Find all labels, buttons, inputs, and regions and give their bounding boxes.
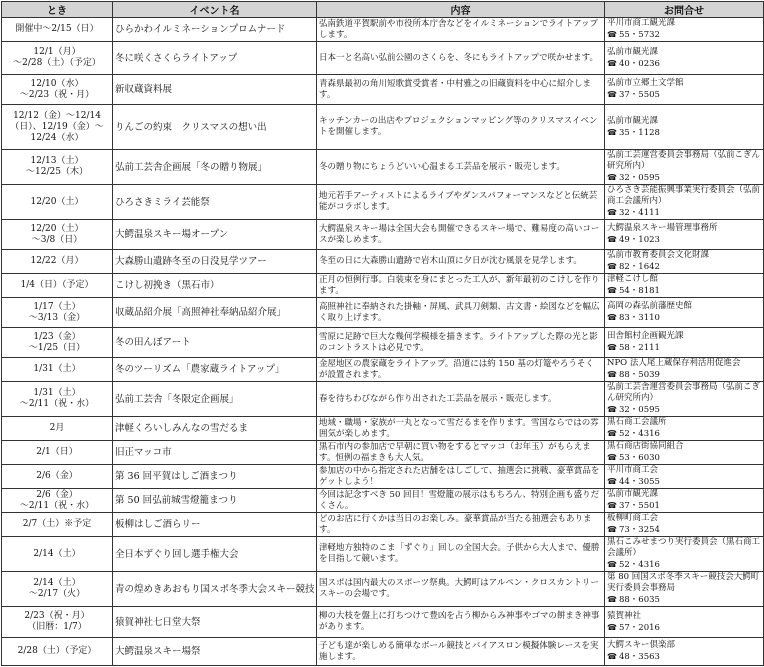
event-contact [605, 220, 764, 250]
contact-phone [607, 500, 761, 512]
phone-icon: ☎ [607, 370, 617, 379]
phone-icon: ☎ [607, 560, 617, 569]
phone-icon: ☎ [607, 622, 617, 632]
event-date: 2/6（金） ～2/11（祝・水） [2, 489, 113, 513]
phone-icon: ☎ [607, 58, 617, 68]
event-date: 2/14（土） [2, 537, 113, 572]
event-contact [605, 382, 764, 417]
contact-phone [607, 452, 761, 464]
event-description: 地域・職場・家族が一丸となって雪だるまを作ります。雪国ならではの雰囲気が楽しめます。 [317, 417, 605, 441]
event-contact [605, 105, 764, 150]
event-date: 2/7（土）※予定 [2, 513, 113, 537]
contact-phone [607, 651, 761, 663]
table-row [2, 75, 764, 105]
phone-icon: ☎ [607, 235, 617, 244]
phone-icon: ☎ [607, 30, 617, 39]
phone-icon: ☎ [607, 127, 617, 137]
event-date: 12/12（金）～12/14 （日）、12/19（金）～ 12/24（水） [2, 105, 113, 150]
contact-phone [607, 207, 761, 219]
phone-number: 88・6035 [618, 595, 660, 605]
contact-phone [607, 524, 761, 536]
contact-phone [607, 312, 761, 324]
event-description: 柳の大枝を盤上に打ちつけて豊凶を占う柳からみ神事やゴマの餅まき神事があります。 [317, 607, 605, 638]
table-row [2, 18, 764, 42]
event-contact [605, 572, 764, 607]
event-date: 2/23（祝・月） （旧暦：1/7） [2, 607, 113, 638]
event-contact [605, 150, 764, 185]
contact-org: 大鰐温泉スキー場管理事務所 [607, 223, 718, 233]
event-date: 12/10（水） ～2/23（祝・月） [2, 75, 113, 105]
event-contact [605, 489, 764, 513]
event-description: 今回は記念すべき 50 回目！雪燈籠の展示はもちろん、特別企画も盛りだくさん。 [317, 489, 605, 513]
table-row [2, 572, 764, 607]
event-name: こけし初挽き（黒石市） [113, 274, 317, 298]
event-date: 1/4（日）（予定） [2, 274, 113, 298]
event-description: 青森県最初の角川短歌賞受賞者・中村雅之の旧蔵資料を中心に紹介します。 [317, 75, 605, 105]
phone-number: 37・5505 [618, 90, 660, 100]
event-description: 日本一と名高い弘前公園のさくらを、冬にもライトアップで咲かせます。 [317, 42, 605, 75]
contact-phone [607, 172, 761, 184]
event-contact [605, 298, 764, 328]
phone-number: 49・1023 [618, 235, 660, 245]
phone-icon: ☎ [607, 262, 617, 271]
contact-phone [607, 127, 761, 139]
event-description: 雪原に足跡で巨大な幾何学模様を描きます。ライトアップした際の光と影のコントラストは必見です。 [317, 328, 605, 358]
event-contact [605, 274, 764, 298]
phone-number: 53・6030 [618, 453, 660, 463]
event-name: りんごの約束 クリスマスの想い出 [113, 105, 317, 150]
table-row [2, 537, 764, 572]
event-description: 国スポは国内最大のスポーツ祭典。大鰐町はアルペン・クロスカントリースキーの会場です。 [317, 572, 605, 607]
event-contact [605, 417, 764, 441]
event-description: どのお店に行くかは当日のお楽しみ。豪華賞品が当たる抽選会もあります。 [317, 513, 605, 537]
event-name: 猿賀神社七日堂大祭 [113, 607, 317, 638]
contact-phone [607, 89, 761, 101]
event-description: キッチンカーの出店やプロジェクションマッピング等のクリスマスイベントを開催します。 [317, 105, 605, 150]
event-contact [605, 358, 764, 382]
event-name: 第 36 回平賀はしご酒まつり [113, 465, 317, 489]
event-contact [605, 465, 764, 489]
event-contact [605, 75, 764, 105]
contact-phone [607, 428, 761, 440]
event-description: 子ども達が楽しめる簡単なボール競技とバイアスロン模擬体験レースを実施します。 [317, 638, 605, 666]
table-header-row [2, 2, 764, 18]
contact-org: 弘前市立郷土文学館 [607, 78, 684, 88]
contact-phone [607, 559, 761, 571]
event-name: 大鰐温泉スキー場祭 [113, 638, 317, 666]
event-name: 青の煌めきあおもり国スポ冬季大会スキー競技 [113, 572, 317, 607]
event-description: 黒石市内の参加店で早朝に買い物をするとマッコ（お年玉）がもらえます。恒例の福まきも大人気。 [317, 441, 605, 465]
header-content: 内容 [317, 2, 605, 18]
event-contact [605, 607, 764, 638]
event-name: 全日本ずぐり回し選手権大会 [113, 537, 317, 572]
phone-icon: ☎ [607, 90, 617, 99]
contact-org: 弘前市教育委員会文化財課 [607, 250, 710, 260]
table-row [2, 105, 764, 150]
phone-icon: ☎ [607, 595, 617, 604]
event-description: 冬の贈り物にちょうどいい心温まる工芸品を展示・販売します。 [317, 150, 605, 185]
phone-number: 32・4111 [618, 208, 660, 218]
event-contact [605, 638, 764, 666]
event-contact [605, 513, 764, 537]
phone-number: 32・0595 [618, 173, 660, 183]
event-name: 第 50 回弘前城雪燈籠まつり [113, 489, 317, 513]
table-row [2, 42, 764, 75]
contact-org: NPO 法人尾上蔵保存利活用促進会 [607, 358, 741, 368]
event-date: 12/22（月） [2, 250, 113, 274]
table-row [2, 607, 764, 638]
event-date: 開催中～2/15（日） [2, 18, 113, 42]
table-row [2, 185, 764, 220]
phone-number: 37・5501 [618, 501, 660, 511]
events-table [1, 1, 764, 666]
event-date: 2月 [2, 417, 113, 441]
event-date: 2/14（土） ～2/17（火） [2, 572, 113, 607]
event-name: 冬の田んぼアート [113, 328, 317, 358]
table-row [2, 489, 764, 513]
contact-phone [607, 342, 761, 354]
phone-number: 57・2016 [618, 622, 660, 633]
contact-org: 板柳町商工会 [607, 513, 659, 523]
phone-icon: ☎ [607, 477, 617, 486]
table-row [2, 513, 764, 537]
event-name: 冬に咲くさくらライトアップ [113, 42, 317, 75]
header-event: イベント名 [113, 2, 317, 18]
table-row [2, 250, 764, 274]
table-row [2, 220, 764, 250]
header-contact: お問合せ [605, 2, 764, 18]
contact-phone [607, 58, 761, 70]
contact-org: 弘前市観光課 [607, 46, 659, 57]
event-description: 参加店の中から指定された店舗をはしごして、抽選会に挑戦、豪華賞品をゲットしよう！ [317, 465, 605, 489]
contact-phone [607, 594, 761, 606]
phone-number: 52・4316 [618, 560, 660, 570]
event-date: 2/6（金） [2, 465, 113, 489]
event-contact [605, 537, 764, 572]
event-name: 津軽くろいしみんなの雪だるま [113, 417, 317, 441]
event-date: 1/23（金） ～1/25（日） [2, 328, 113, 358]
phone-number: 54・8181 [618, 286, 660, 296]
phone-number: 32・0595 [618, 405, 660, 415]
event-contact [605, 250, 764, 274]
event-name: 収蔵品紹介展「高照神社奉納品紹介展」 [113, 298, 317, 328]
event-name: 大森勝山遺跡冬至の日没見学ツアー [113, 250, 317, 274]
event-date: 1/31（土） ～2/11（祝・水） [2, 382, 113, 417]
contact-org: 津軽こけし館 [607, 274, 659, 284]
table-row [2, 417, 764, 441]
phone-icon: ☎ [607, 208, 617, 217]
contact-org: 高岡の森弘前藩歴史館 [607, 301, 693, 311]
table-row [2, 441, 764, 465]
contact-org: 黒石商工会議所 [607, 417, 667, 427]
phone-icon: ☎ [607, 429, 617, 438]
event-contact [605, 185, 764, 220]
phone-number: 83・3110 [618, 313, 660, 323]
phone-number: 44・3055 [618, 477, 660, 487]
event-description: 大鰐温泉スキー場は全国大会も開催できるスキー場で、難易度の高いコースが楽しめます。 [317, 220, 605, 250]
event-description: 津軽地方独特のこま「ずぐり」回しの全国大会。子供から大人まで、優勝を目指して競います。 [317, 537, 605, 572]
event-date: 12/13（土） ～12/25（木） [2, 150, 113, 185]
table-row [2, 382, 764, 417]
phone-number: 52・4316 [618, 429, 660, 439]
event-description: 冬至の日に大森勝山遺跡で岩木山頂に夕日が沈む風景を見学します。 [317, 250, 605, 274]
event-description: 金屋地区の農家蔵をライトアップ。沿道には約 150 基の灯篭やろうそくが設置されます。 [317, 358, 605, 382]
contact-org: ひろさき芸能振興事業実行委員会（弘前商工会議所内） [607, 185, 761, 206]
contact-phone [607, 622, 761, 634]
contact-org: 大鰐スキー倶楽部 [607, 640, 676, 650]
phone-icon: ☎ [607, 453, 617, 462]
phone-icon: ☎ [607, 652, 617, 661]
table-row [2, 150, 764, 185]
event-name: 弘前工芸舎企画展「冬の贈り物展」 [113, 150, 317, 185]
table-row [2, 465, 764, 489]
phone-icon: ☎ [607, 405, 617, 414]
contact-org: 弘前市観光課 [607, 115, 659, 126]
contact-phone [607, 369, 761, 381]
table-row [2, 274, 764, 298]
event-description: 正月の恒例行事。白装束を身にまとった工人が、新年最初のこけしを作ります。 [317, 274, 605, 298]
contact-org: 黒石商店街協同組合 [607, 441, 684, 451]
phone-number: 35・1128 [618, 127, 660, 138]
event-date: 12/20（土） [2, 185, 113, 220]
event-description: 春を待ちわびながら作り出された工芸品を展示・販売します。 [317, 382, 605, 417]
table-row [2, 358, 764, 382]
event-contact [605, 42, 764, 75]
table-row [2, 298, 764, 328]
phone-number: 82・1642 [618, 262, 660, 272]
contact-phone [607, 285, 761, 297]
event-name: 冬のツーリズム「農家蔵ライトアップ」 [113, 358, 317, 382]
event-contact [605, 328, 764, 358]
event-description: 弘南鉄道平賀駅前や市役所本庁舎などをイルミネーションでライトアップします。 [317, 18, 605, 42]
event-name: 板柳はしご酒らリー [113, 513, 317, 537]
phone-icon: ☎ [607, 501, 617, 510]
table-row [2, 328, 764, 358]
phone-icon: ☎ [607, 343, 617, 352]
contact-phone [607, 404, 761, 416]
event-date: 1/31（土） [2, 358, 113, 382]
phone-icon: ☎ [607, 313, 617, 322]
contact-phone [607, 261, 761, 273]
contact-phone [607, 234, 761, 246]
event-name: 旧正マッコ市 [113, 441, 317, 465]
event-name: 新収蔵資料展 [113, 75, 317, 105]
event-date: 12/20（土） ～3/8（日） [2, 220, 113, 250]
contact-org: 第 80 回国スポ冬季スキー競技会大鰐町実行委員会事務局 [607, 572, 760, 593]
contact-org: 黒石こみせまつり実行委員会（黒石商工会議所） [607, 537, 761, 558]
phone-number: 73・3254 [618, 525, 660, 535]
event-name: ひらかわイルミネーションプロムナード [113, 18, 317, 42]
contact-org: 弘前工芸舎運営委員会事務局（弘前こぎん研究所内） [607, 382, 761, 403]
event-name: ひろさきミライ芸能祭 [113, 185, 317, 220]
event-description: 高照神社に奉納された掛軸・屏風、武具刀剣類、古文書・絵図などを幅広く取り上げます。 [317, 298, 605, 328]
phone-number: 40・0236 [618, 58, 660, 69]
phone-number: 58・2111 [618, 343, 660, 353]
phone-number: 55・5732 [618, 30, 660, 40]
event-description: 地元若手アーティストによるライブやダンスパフォーマンスなどと伝統芸能がコラボします。 [317, 185, 605, 220]
contact-phone [607, 476, 761, 488]
contact-org: 田舎館村企画観光課 [607, 331, 684, 341]
event-date: 1/17（土） ～3/13（金） [2, 298, 113, 328]
phone-number: 48・3563 [618, 652, 660, 662]
event-contact [605, 18, 764, 42]
contact-phone [607, 29, 761, 41]
table-row [2, 638, 764, 666]
event-date: 2/28（土）（予定） [2, 638, 113, 666]
contact-org: 平川市商工会 [607, 465, 659, 475]
contact-org: 猿賀神社 [607, 610, 642, 621]
phone-number: 88・5039 [618, 370, 660, 380]
phone-icon: ☎ [607, 525, 617, 534]
event-date: 12/1（月） ～2/28（土）（予定） [2, 42, 113, 75]
contact-org: 平川市商工観光課 [607, 18, 676, 28]
phone-icon: ☎ [607, 173, 617, 182]
contact-org: 弘前市観光課 [607, 489, 659, 499]
header-when: とき [2, 2, 113, 18]
event-name: 大鰐温泉スキー場オープン [113, 220, 317, 250]
event-contact [605, 441, 764, 465]
contact-org: 弘前工芸運営委員会事務局（弘前こぎん研究所内） [607, 150, 761, 171]
event-date: 2/1（日） [2, 441, 113, 465]
event-name: 弘前工芸舎「冬限定企画展」 [113, 382, 317, 417]
phone-icon: ☎ [607, 286, 617, 295]
